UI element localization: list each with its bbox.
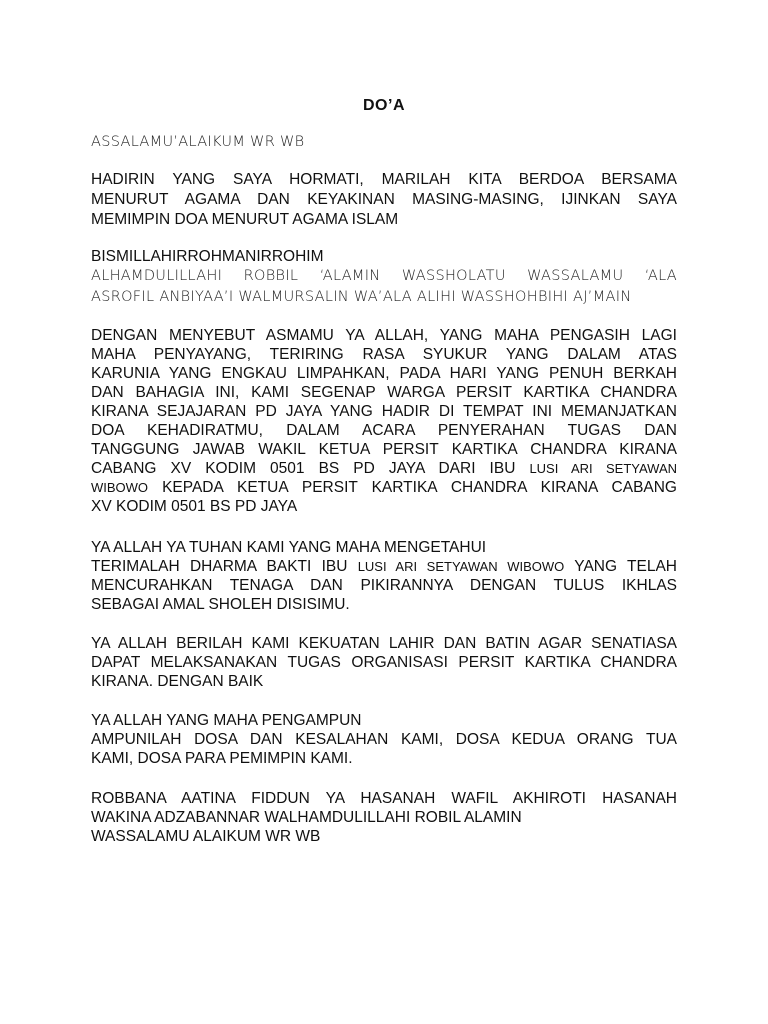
para1-line-3: KARUNIA YANG ENGKAU LIMPAHKAN, PADA HARI YANG PENUH BERKAH (91, 365, 677, 382)
para4-line-3: KAMI, DOSA PARA PEMIMPIN KAMI. (91, 750, 353, 767)
para1-line-10: XV KODIM 0501 BS PD JAYA (91, 498, 298, 515)
para2-line-3: MENCURAHKAN TENAGA DAN PIKIRANNYA DENGAN TULUS IKHLAS (91, 577, 677, 594)
para1-name-part-2: WIBOWO (91, 480, 149, 495)
para2-line-4: SEBAGAI AMAL SHOLEH DISISIMU. (91, 596, 350, 613)
intro-line-2: MENURUT AGAMA DAN KEYAKINAN MASING-MASING, IJINKAN SAYA (91, 191, 677, 208)
para1-line-2: MAHA PENYAYANG, TERIRING RASA SYUKUR YANG DALAM ATAS (91, 346, 677, 363)
intro-line-3: MEMIMPIN DOA MENURUT AGAMA ISLAM (91, 211, 399, 228)
para1-line-8 (91, 459, 677, 478)
para2-line-1: YA ALLAH YA TUHAN KAMI YANG MAHA MENGETAHUI (91, 539, 487, 556)
para1-line-9 (91, 478, 677, 497)
para3-line-2: DAPAT MELAKSANAKAN TUGAS ORGANISASI PERSIT KARTIKA CHANDRA (91, 654, 677, 671)
para1-line-6: DOA KEHADIRATMU, DALAM ACARA PENYERAHAN TUGAS DAN (91, 422, 677, 439)
para1-line-8-text: CABANG XV KODIM 0501 BS PD JAYA DARI IBU (91, 460, 530, 477)
para5-line-2: WAKINA ADZABANNAR WALHAMDULILLAHI ROBIL ALAMIN (91, 809, 522, 826)
para2-line-2-text-a: TERIMALAH DHARMA BAKTI IBU (91, 558, 358, 575)
para1-line-5: KIRANA SEJAJARAN PD JAYA YANG HADIR DI TEMPAT INI MEMANJATKAN (91, 403, 677, 420)
hamdalah-line-1: ALHAMDULILLAHI ROBBIL ‘ALAMIN WASSHOLATU WASSALAMU ‘ALA (91, 268, 677, 284)
para2-honoree-name: LUSI ARI SETYAWAN WIBOWO (357, 559, 565, 574)
para1-line-1: DENGAN MENYEBUT ASMAMU YA ALLAH, YANG MAHA PENGASIH LAGI (91, 327, 677, 344)
para2-line-2 (91, 557, 677, 576)
para1-name-part-1: LUSI ARI SETYAWAN (529, 461, 677, 476)
para3-line-1: YA ALLAH BERILAH KAMI KEKUATAN LAHIR DAN BATIN AGAR SENATIASA (91, 635, 677, 652)
para4-line-2: AMPUNILAH DOSA DAN KESALAHAN KAMI, DOSA KEDUA ORANG TUA (91, 731, 677, 748)
intro-line-1: HADIRIN YANG SAYA HORMATI, MARILAH KITA BERDOA BERSAMA (91, 171, 677, 188)
hamdalah-line-2: ASROFIL ANBIYAA’I WALMURSALIN WA’ALA ALIHI WASSHOHBIHI AJ’MAIN (91, 289, 632, 305)
bismillah-line: BISMILLAHIRROHMANIRROHIM (91, 248, 324, 265)
para3-line-3: KIRANA. DENGAN BAIK (91, 673, 264, 690)
para1-line-4: DAN BAHAGIA INI, KAMI SEGENAP WARGA PERSIT KARTIKA CHANDRA (91, 384, 677, 401)
closing-line: WASSALAMU ALAIKUM WR WB (91, 828, 321, 845)
document-title: DO’A (363, 97, 405, 114)
greeting-line: ASSALAMU’ALAIKUM WR WB (91, 134, 305, 150)
para1-line-9-text: KEPADA KETUA PERSIT KARTIKA CHANDRA KIRANA CABANG (148, 479, 677, 496)
para4-line-1: YA ALLAH YANG MAHA PENGAMPUN (91, 712, 362, 729)
para5-line-1: ROBBANA AATINA FIDDUN YA HASANAH WAFIL AKHIROTI HASANAH (91, 790, 677, 807)
para2-line-2-text-c: YANG TELAH (564, 558, 677, 575)
para1-line-7: TANGGUNG JAWAB WAKIL KETUA PERSIT KARTIKA CHANDRA KIRANA (91, 441, 677, 458)
